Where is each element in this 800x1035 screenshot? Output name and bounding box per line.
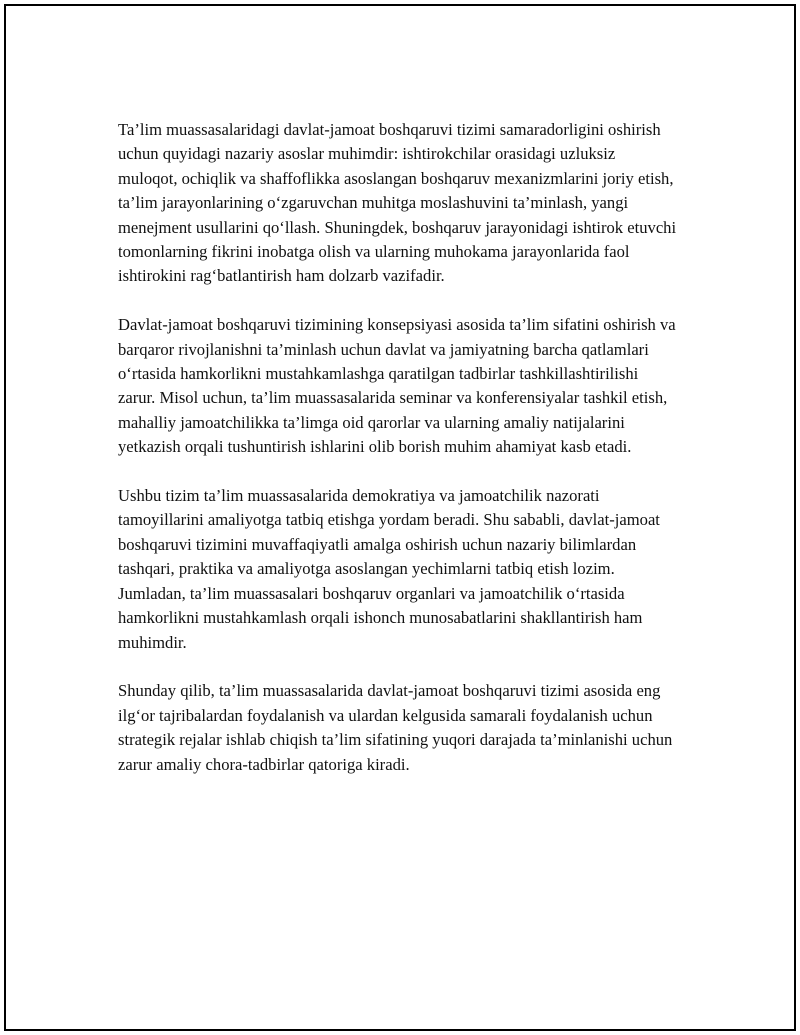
paragraph-2: Davlat-jamoat boshqaruvi tizimining konsepsiyasi asosida ta’lim sifatini oshirish va barqaror rivojlanishni ta’minlash uchun davlat va jamiyatning barcha qatlamlari oʻrtasida hamkorlikni mustahkamlashga qaratilgan tadbirlar tashkillashtirilishi zarur. Misol uchun, ta’lim muassasalarida seminar va konferensiyalar tashkil etish, mahalliy jamoatchilikka ta’limga oid qarorlar va ularning amaliy natijalarini yetkazish orqali tushuntirish ishlarini olib borish muhim ahamiyat kasb etadi. bbox=[118, 315, 676, 457]
document-body bbox=[118, 118, 678, 801]
paragraph-3: Ushbu tizim ta’lim muassasalarida demokratiya va jamoatchilik nazorati tamoyillarini amaliyotga tatbiq etishga yordam beradi. Shu sababli, davlat-jamoat boshqaruvi tizimini muvaffaqiyatli amalga oshirish uchun nazariy bilimlardan tashqari, praktika va amaliyotga asoslangan yechimlarni tatbiq etish lozim. Jumladan, ta’lim muassasalari boshqaruv organlari va jamoatchilik oʻrtasida hamkorlikni mustahkamlash orqali ishonch munosabatlarini shakllantirish ham muhimdir. bbox=[118, 486, 660, 652]
paragraph-4: Shunday qilib, ta’lim muassasalarida davlat-jamoat boshqaruvi tizimi asosida eng ilgʻor tajribalardan foydalanish va ulardan kelgusida samarali foydalanish uchun strategik rejalar ishlab chiqish ta’lim sifatining yuqori darajada ta’minlanishi uchun zarur amaliy chora-tadbirlar qatoriga kiradi. bbox=[118, 681, 673, 774]
paragraph-1: Ta’lim muassasalaridagi davlat-jamoat boshqaruvi tizimi samaradorligini oshirish uchun quyidagi nazariy asoslar muhimdir: ishtirokchilar orasidagi uzluksiz muloqot, ochiqlik va shaffoflikka asoslangan boshqaruv mexanizmlarini joriy etish, ta’lim jarayonlarining oʻzgaruvchan muhitga moslashuvini ta’minlash, yangi menejment usullarini qoʻllash. Shuningdek, boshqaruv jarayonidagi ishtirok etuvchi tomonlarning fikrini inobatga olish va ularning muhokama jarayonlarida faol ishtirokini ragʻbatlantirish ham dolzarb vazifadir. bbox=[118, 120, 677, 286]
